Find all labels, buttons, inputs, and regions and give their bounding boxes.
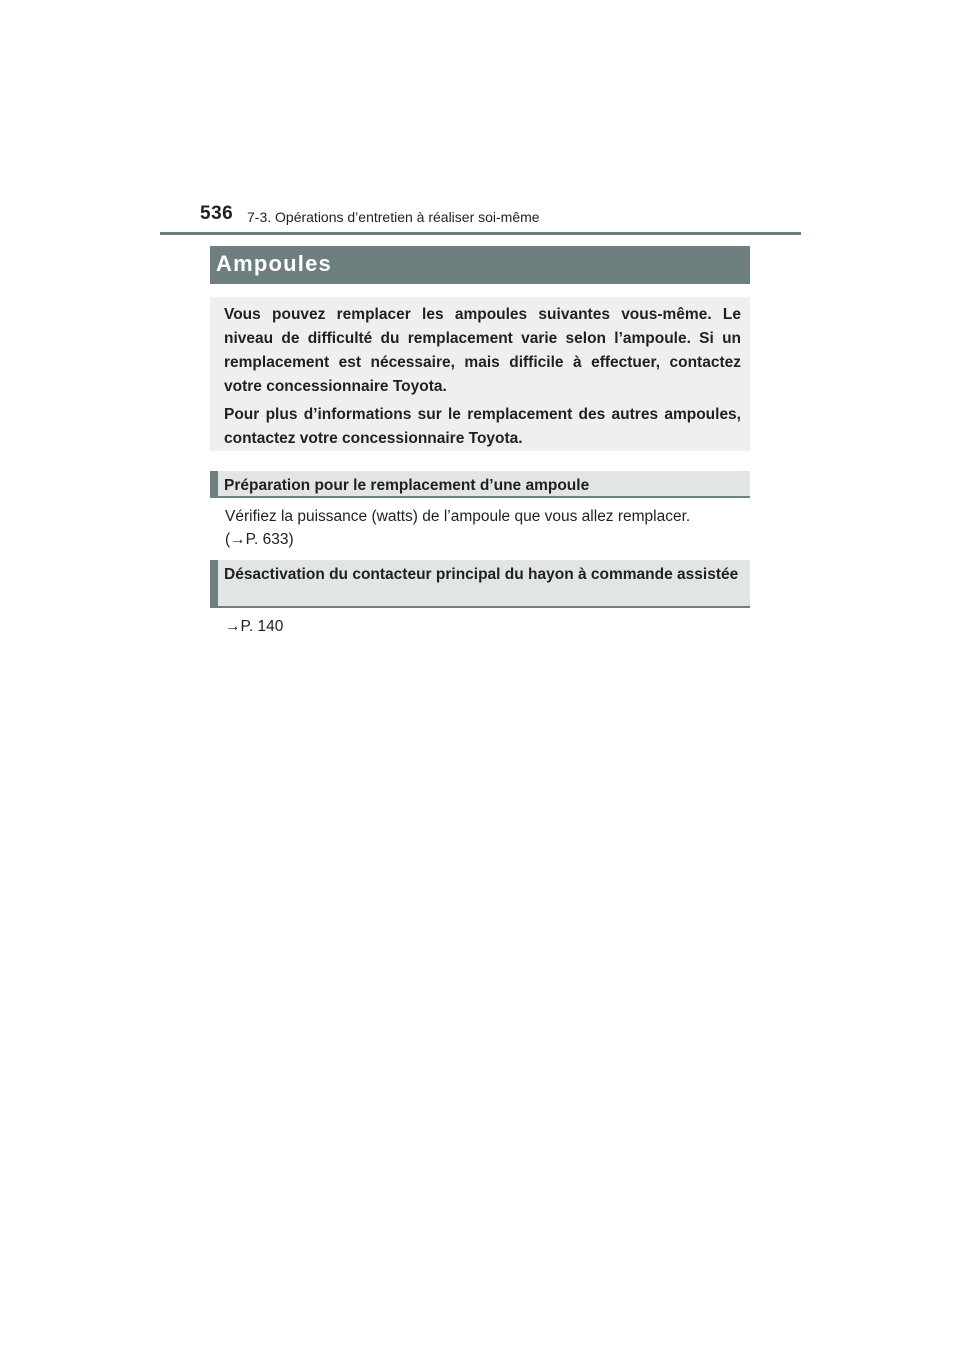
intro-paragraph-2: Pour plus d’informations sur le remplacement des autres ampoules, contactez votre concessionnaire Toyota. [224,406,741,447]
body-line: Vérifiez la puissance (watts) de l’ampoule que vous allez remplacer. [225,508,691,525]
section-heading-text: Préparation pour le remplacement d’une ampoule [224,477,590,494]
intro-paragraph-1: Vous pouvez remplacer les ampoules suivantes vous-même. Le niveau de difficulté du remplacement varie selon l’ampoule. Si un remplacement est nécessaire, mais difficile à effectuer, contactez votre concessionnaire Toyota. [224,306,741,395]
page-title: Ampoules [216,251,332,276]
heading-accent [210,471,218,496]
section-heading-text: Désactivation du contacteur principal du hayon à commande assistée [224,566,739,583]
heading-accent [210,560,218,606]
section-heading-preparation [210,471,750,498]
header-rule [160,232,801,235]
page-number: 536 [200,203,234,224]
section-heading-deactivation [210,560,750,608]
intro-box [210,297,750,451]
page-reference-link[interactable]: (→P. 633) [225,531,294,548]
page-reference-link[interactable]: →P. 140 [225,618,284,635]
section-body-preparation [225,505,746,551]
section-reference: 7-3. Opérations d’entretien à réaliser soi-même [247,209,540,225]
